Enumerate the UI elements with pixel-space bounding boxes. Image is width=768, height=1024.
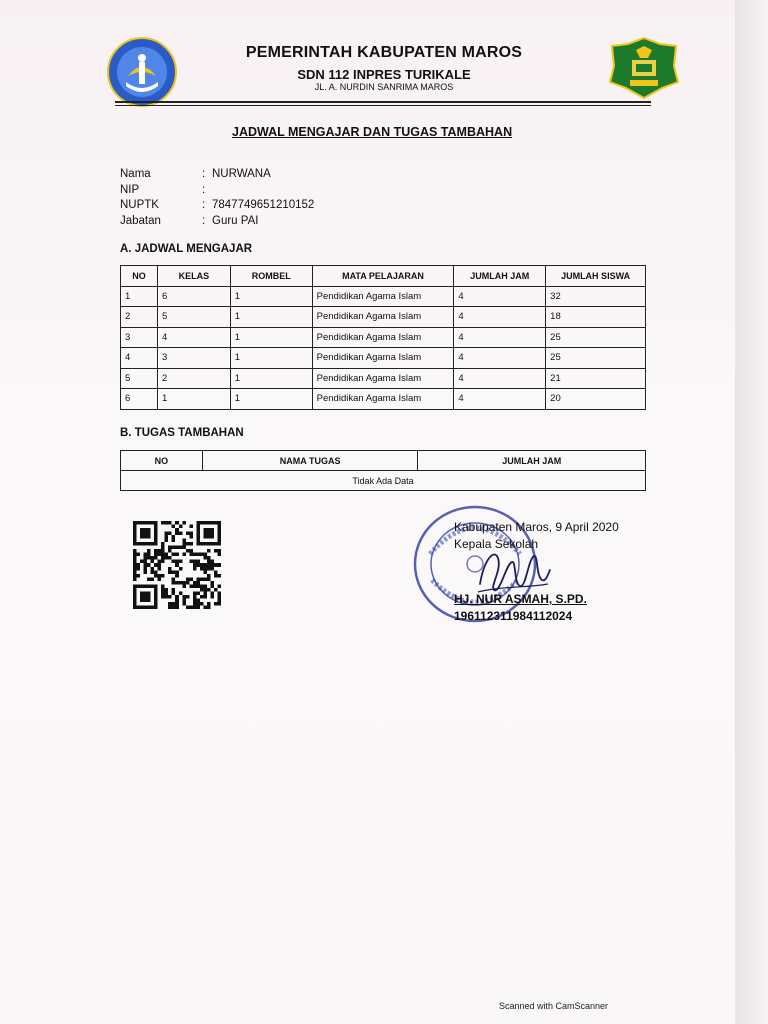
handwritten-signature bbox=[472, 540, 552, 600]
table-cell: 4 bbox=[454, 368, 546, 389]
info-label: NUPTK bbox=[120, 199, 159, 211]
table-cell: 1 bbox=[230, 368, 312, 389]
table-row bbox=[121, 307, 646, 328]
empty-data-cell: Tidak Ada Data bbox=[121, 471, 646, 491]
info-colon: : bbox=[202, 183, 206, 196]
table-cell: 4 bbox=[454, 389, 546, 410]
header-address: JL. A. NURDIN SANRIMA MAROS bbox=[314, 82, 454, 92]
table-cell: 1 bbox=[230, 286, 312, 307]
table-cell: Pendidikan Agama Islam bbox=[312, 368, 454, 389]
table-cell: Pendidikan Agama Islam bbox=[312, 348, 454, 369]
table-cell: 1 bbox=[230, 327, 312, 348]
table-cell: 20 bbox=[546, 389, 646, 410]
section-b-title: B. TUGAS TAMBAHAN bbox=[120, 427, 244, 439]
info-row-nuptk bbox=[120, 198, 314, 214]
info-value: Guru PAI bbox=[212, 214, 259, 227]
table-cell: 1 bbox=[230, 348, 312, 369]
section-a-title: A. JADWAL MENGAJAR bbox=[120, 243, 253, 255]
table-body bbox=[121, 286, 646, 409]
header-government: PEMERINTAH KABUPATEN MAROS bbox=[245, 44, 523, 61]
header-divider-thin bbox=[115, 105, 651, 106]
table-cell: 32 bbox=[546, 286, 646, 307]
table-row bbox=[121, 368, 646, 389]
table-header-row bbox=[121, 266, 646, 287]
table-cell: 25 bbox=[546, 327, 646, 348]
info-row-nama bbox=[120, 167, 314, 183]
table-cell: 1 bbox=[121, 286, 158, 307]
table-row bbox=[121, 348, 646, 369]
table-cell: 3 bbox=[157, 348, 230, 369]
table-cell: 6 bbox=[121, 389, 158, 410]
table-cell: 1 bbox=[157, 389, 230, 410]
info-label: Jabatan bbox=[120, 214, 161, 227]
column-header: NAMA TUGAS bbox=[202, 451, 418, 471]
info-row-nip bbox=[120, 183, 314, 199]
table-cell: 18 bbox=[546, 307, 646, 328]
table-cell: 5 bbox=[121, 368, 158, 389]
column-header: KELAS bbox=[157, 266, 230, 287]
table-cell: 4 bbox=[454, 348, 546, 369]
additional-duties-table bbox=[120, 450, 646, 491]
column-header: NO bbox=[121, 451, 203, 471]
signatory-nip: 196112311984112024 bbox=[454, 609, 573, 623]
table-row bbox=[121, 389, 646, 410]
table-cell: 2 bbox=[157, 368, 230, 389]
info-row-jabatan bbox=[120, 214, 314, 230]
info-colon: : bbox=[202, 199, 206, 211]
column-header: JUMLAH SISWA bbox=[546, 266, 646, 287]
column-header: ROMBEL bbox=[230, 266, 312, 287]
table-row bbox=[121, 286, 646, 307]
table-cell: Pendidikan Agama Islam bbox=[312, 307, 454, 328]
column-header: JUMLAH JAM bbox=[454, 266, 546, 287]
info-value: NURWANA bbox=[212, 168, 271, 180]
table-cell: Pendidikan Agama Islam bbox=[312, 389, 454, 410]
column-header: MATA PELAJARAN bbox=[312, 266, 454, 287]
qr-code bbox=[130, 521, 224, 609]
table-cell: 21 bbox=[546, 368, 646, 389]
document-title: JADWAL MENGAJAR DAN TUGAS TAMBAHAN bbox=[232, 125, 513, 139]
column-header: NO bbox=[121, 266, 158, 287]
table-cell: 5 bbox=[157, 307, 230, 328]
table-cell: 4 bbox=[121, 348, 158, 369]
table-cell: 3 bbox=[121, 327, 158, 348]
signature-place-date: Kabupaten Maros, 9 April 2020 bbox=[454, 520, 619, 534]
signatory-name: HJ. NUR ASMAH, S.PD. bbox=[454, 592, 587, 606]
scanner-footer: Scanned with CamScanner bbox=[499, 1001, 609, 1011]
info-value: 7847749651210152 bbox=[212, 199, 315, 211]
table-row bbox=[121, 327, 646, 348]
info-colon: : bbox=[202, 168, 206, 180]
info-label: NIP bbox=[120, 183, 140, 196]
teacher-info bbox=[120, 167, 314, 229]
table-cell: Pendidikan Agama Islam bbox=[312, 327, 454, 348]
table-cell: 2 bbox=[121, 307, 158, 328]
table-cell: 4 bbox=[454, 307, 546, 328]
info-label: Nama bbox=[120, 168, 151, 180]
table-header-row bbox=[121, 451, 646, 471]
table-row bbox=[121, 471, 646, 491]
info-colon: : bbox=[202, 214, 206, 227]
teaching-schedule-table bbox=[120, 265, 646, 410]
scan-edge bbox=[735, 0, 768, 1024]
table-cell: 6 bbox=[157, 286, 230, 307]
header-school: SDN 112 INPRES TURIKALE bbox=[297, 67, 471, 82]
signature-role: Kepala Sekolah bbox=[454, 537, 539, 551]
table-cell: Pendidikan Agama Islam bbox=[312, 286, 454, 307]
header-divider bbox=[115, 101, 651, 103]
table-cell: 4 bbox=[454, 286, 546, 307]
table-cell: 4 bbox=[454, 327, 546, 348]
table-cell: 4 bbox=[157, 327, 230, 348]
table-cell: 25 bbox=[546, 348, 646, 369]
table-cell: 1 bbox=[230, 389, 312, 410]
column-header: JUMLAH JAM bbox=[418, 451, 646, 471]
table-cell: 1 bbox=[230, 307, 312, 328]
